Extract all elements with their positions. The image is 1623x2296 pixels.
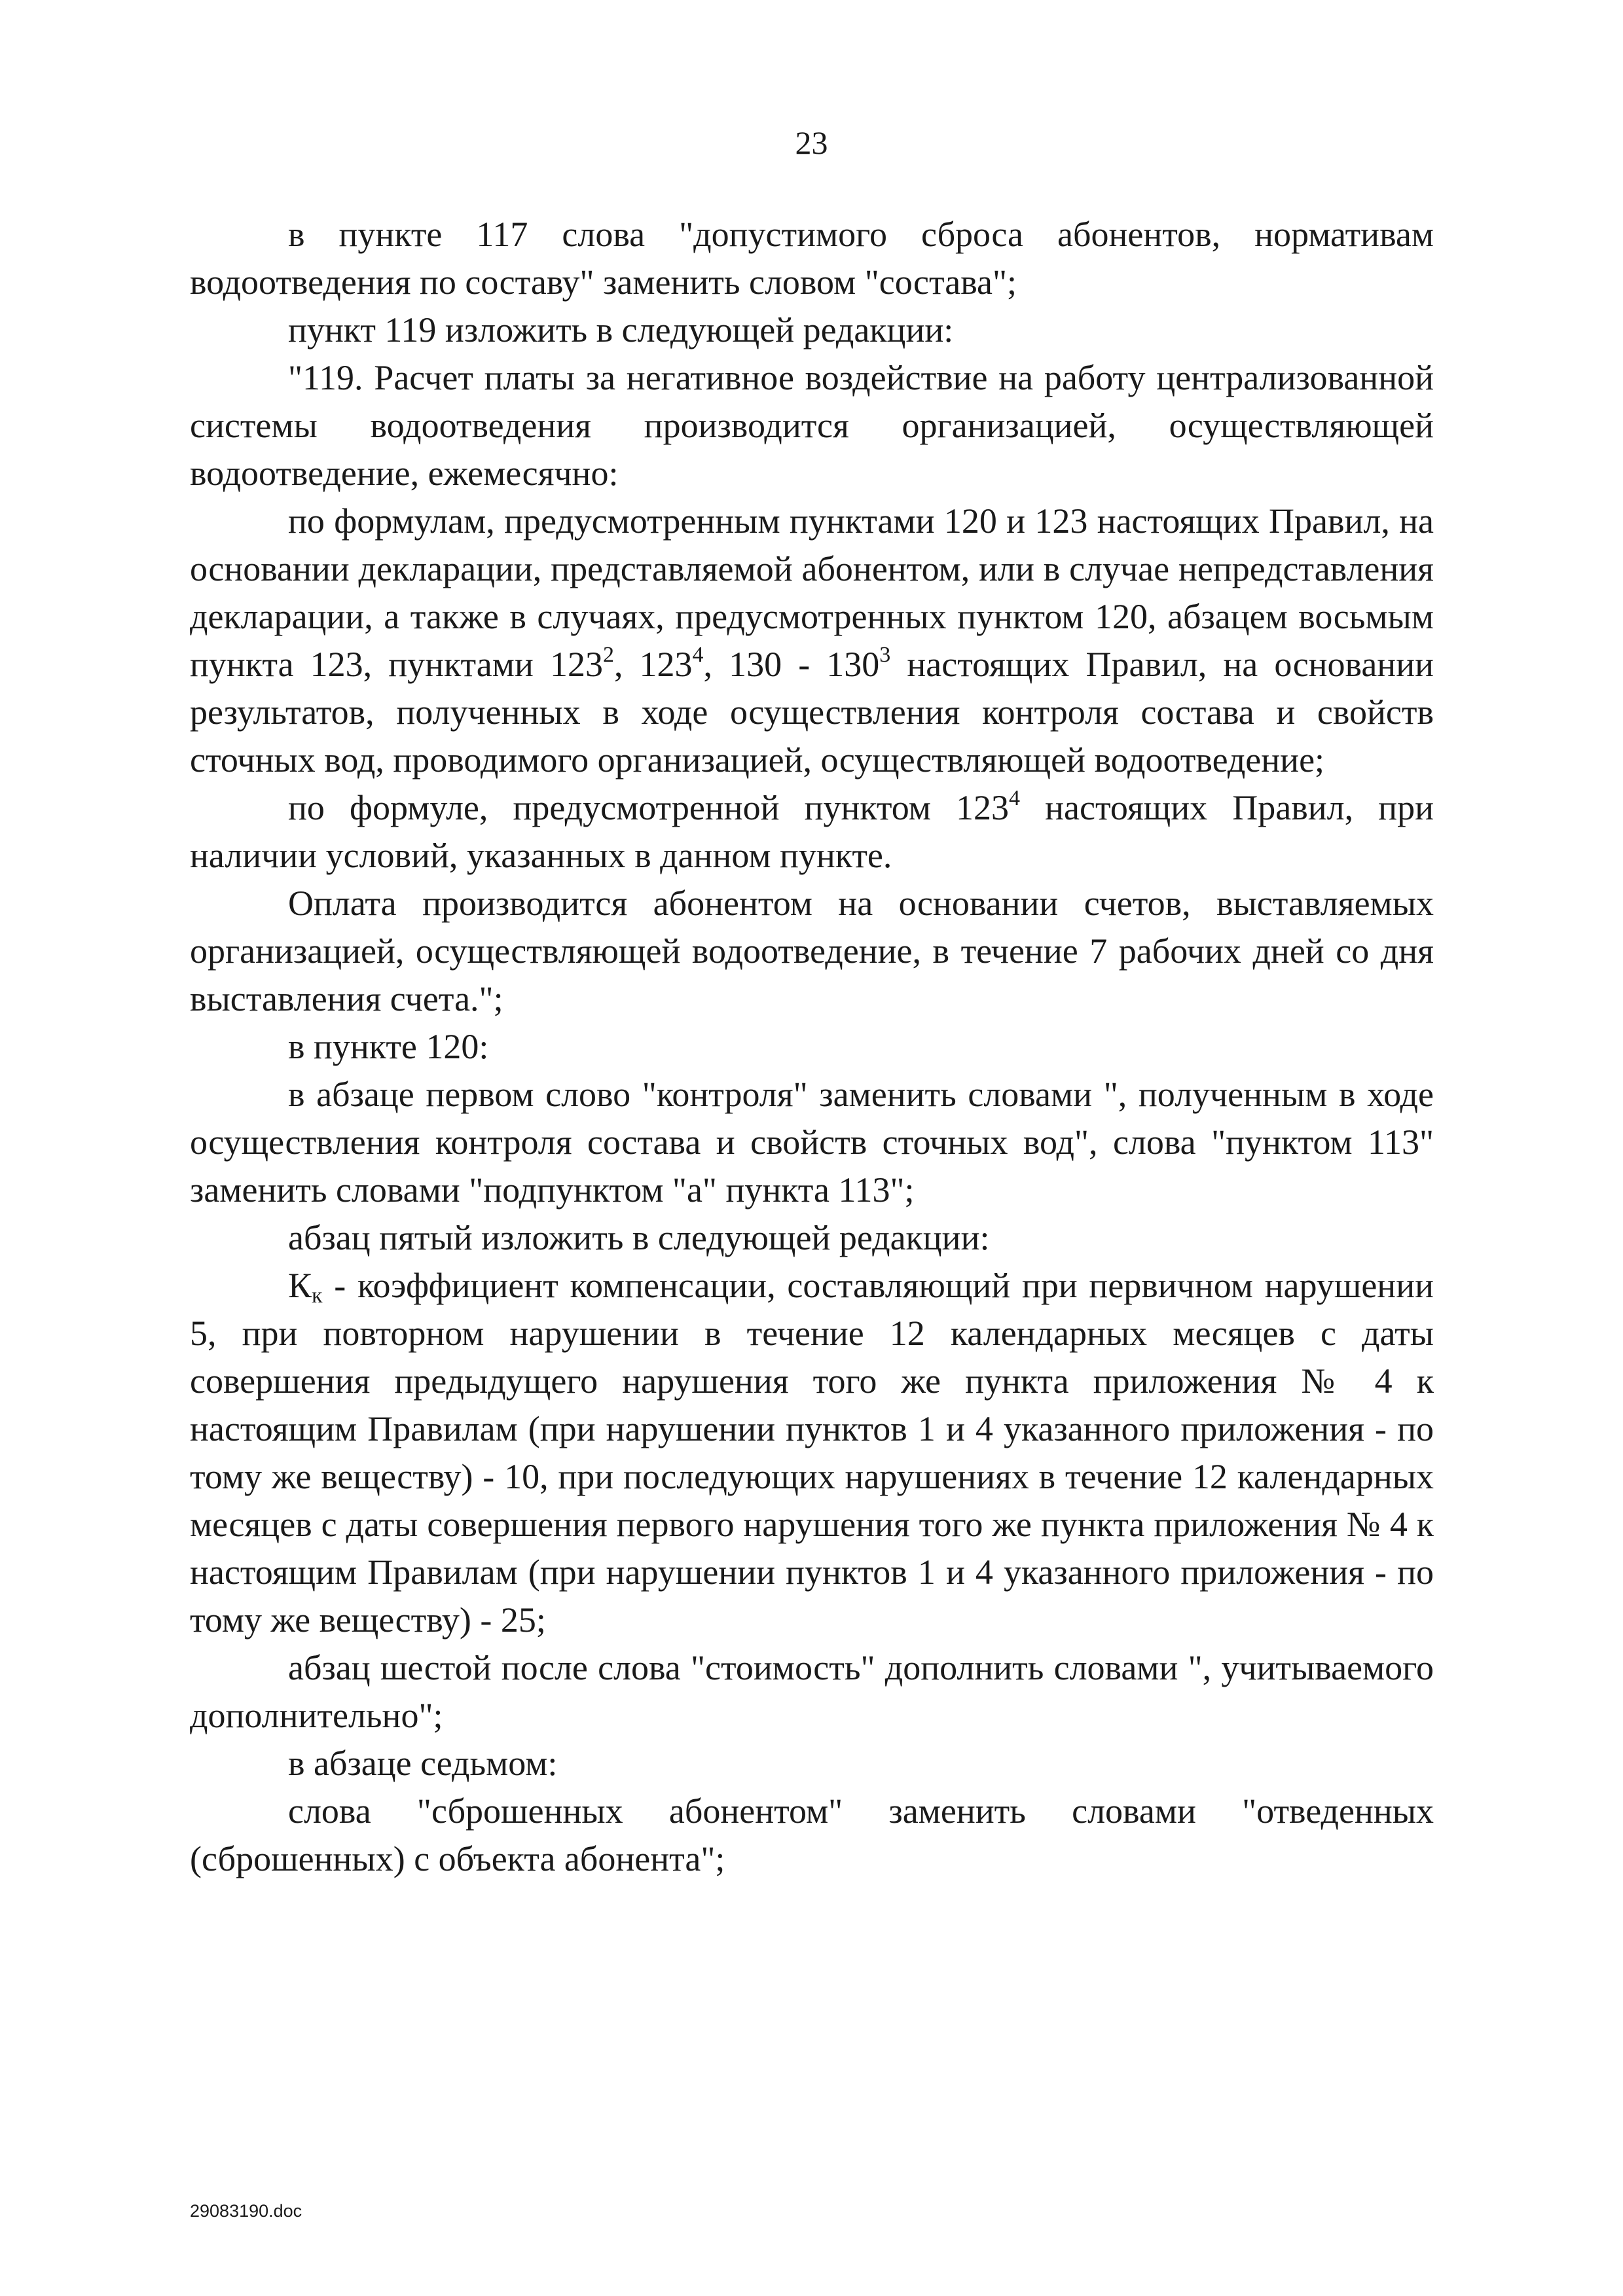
paragraph-9 — [190, 1214, 1434, 1262]
point-number: 123 — [639, 645, 693, 684]
paragraph-text: в пункте 120: — [288, 1027, 489, 1066]
paragraph-text: слова "сброшенных абонентом" заменить словами "отведенных (сброшенных) с объекта абонента"; — [190, 1791, 1434, 1878]
paragraph-text: пункт 119 изложить в следующей редакции: — [288, 310, 954, 350]
paragraph-12 — [190, 1740, 1434, 1787]
paragraph-13 — [190, 1787, 1434, 1883]
paragraph-text: по формуле, предусмотренной пунктом — [288, 788, 957, 827]
superscript-index: 2 — [602, 643, 614, 667]
paragraph-text-rest: настоящих Правил, при наличии условий, указанных в данном пункте. — [190, 788, 1434, 875]
separator-text: , 130 - 130 — [703, 645, 880, 684]
paragraph-text: "119. Расчет платы за негативное воздействие на работу централизованной системы водоотведения производится организацией, осуществляющей водоотведение, ежемесячно: — [190, 358, 1434, 493]
paragraph-3 — [190, 354, 1434, 497]
paragraph-5 — [190, 784, 1434, 880]
paragraph-text: в пункте 117 слова "допустимого сброса абонентов, нормативам водоотведения по составу" заменить словом "состава"; — [190, 215, 1434, 302]
separator-text: , — [613, 645, 640, 684]
paragraph-text: Оплата производится абонентом на основании счетов, выставляемых организацией, осуществляющей водоотведение, в течение 7 рабочих дней со дня выставления счета."; — [190, 884, 1434, 1018]
paragraph-4 — [190, 497, 1434, 784]
superscript-index: 4 — [692, 643, 704, 667]
subscript-index: к — [312, 1283, 323, 1308]
page-number: 23 — [795, 124, 828, 161]
coefficient-symbol: К — [288, 1266, 312, 1305]
paragraph-text: по формулам, предусмотренным пунктами 120 и 123 настоящих Правил, на основании декларации, представляемой абонентом, или в случае непредставления декларации, а также в случаях, предусмотренных пунктом 120, абзацем восьмым пункта 123, пунктами — [190, 501, 1434, 684]
footer-filename: 29083190.doc — [190, 2201, 302, 2221]
paragraph-10 — [190, 1262, 1434, 1644]
paragraph-text: в абзаце седьмом: — [288, 1744, 558, 1783]
paragraph-11 — [190, 1644, 1434, 1740]
paragraph-6 — [190, 880, 1434, 1023]
paragraph-2 — [190, 306, 1434, 354]
paragraph-text: абзац пятый изложить в следующей редакции: — [288, 1218, 990, 1257]
paragraph-text: абзац шестой после слова "стоимость" дополнить словами ", учитываемого дополнительно"; — [190, 1648, 1434, 1735]
superscript-index: 3 — [879, 643, 891, 667]
paragraph-1 — [190, 211, 1434, 306]
paragraph-text-rest: настоящих Правил, на основании результатов, полученных в ходе осуществления контроля состава и свойств сточных вод, проводимого организацией, осуществляющей водоотведение; — [190, 645, 1434, 780]
point-number: 123 — [956, 788, 1010, 827]
document-body — [190, 211, 1434, 1883]
paragraph-text-rest: - коэффициент компенсации, составляющий при первичном нарушении 5, при повторном нарушении в течение 12 календарных месяцев с даты совершения предыдущего нарушения того же пункта приложения № 4 к настоящим Правилам (при нарушении пунктов 1 и 4 указанного приложения - по тому же веществу) - 10, при последующих нарушениях в течение 12 календарных месяцев с даты совершения первого нарушения того же пункта приложения № 4 к настоящим Правилам (при нарушении пунктов 1 и 4 указанного приложения - по тому же веществу) - 25; — [190, 1266, 1434, 1640]
paragraph-text: в абзаце первом слово "контроля" заменить словами ", полученным в ходе осуществления контроля состава и свойств сточных вод", слова "пунктом 113" заменить словами "подпунктом "а" пункта 113"; — [190, 1075, 1434, 1210]
paragraph-7 — [190, 1023, 1434, 1071]
paragraph-8 — [190, 1071, 1434, 1214]
superscript-index: 4 — [1009, 786, 1021, 810]
point-number: 123 — [549, 645, 603, 684]
